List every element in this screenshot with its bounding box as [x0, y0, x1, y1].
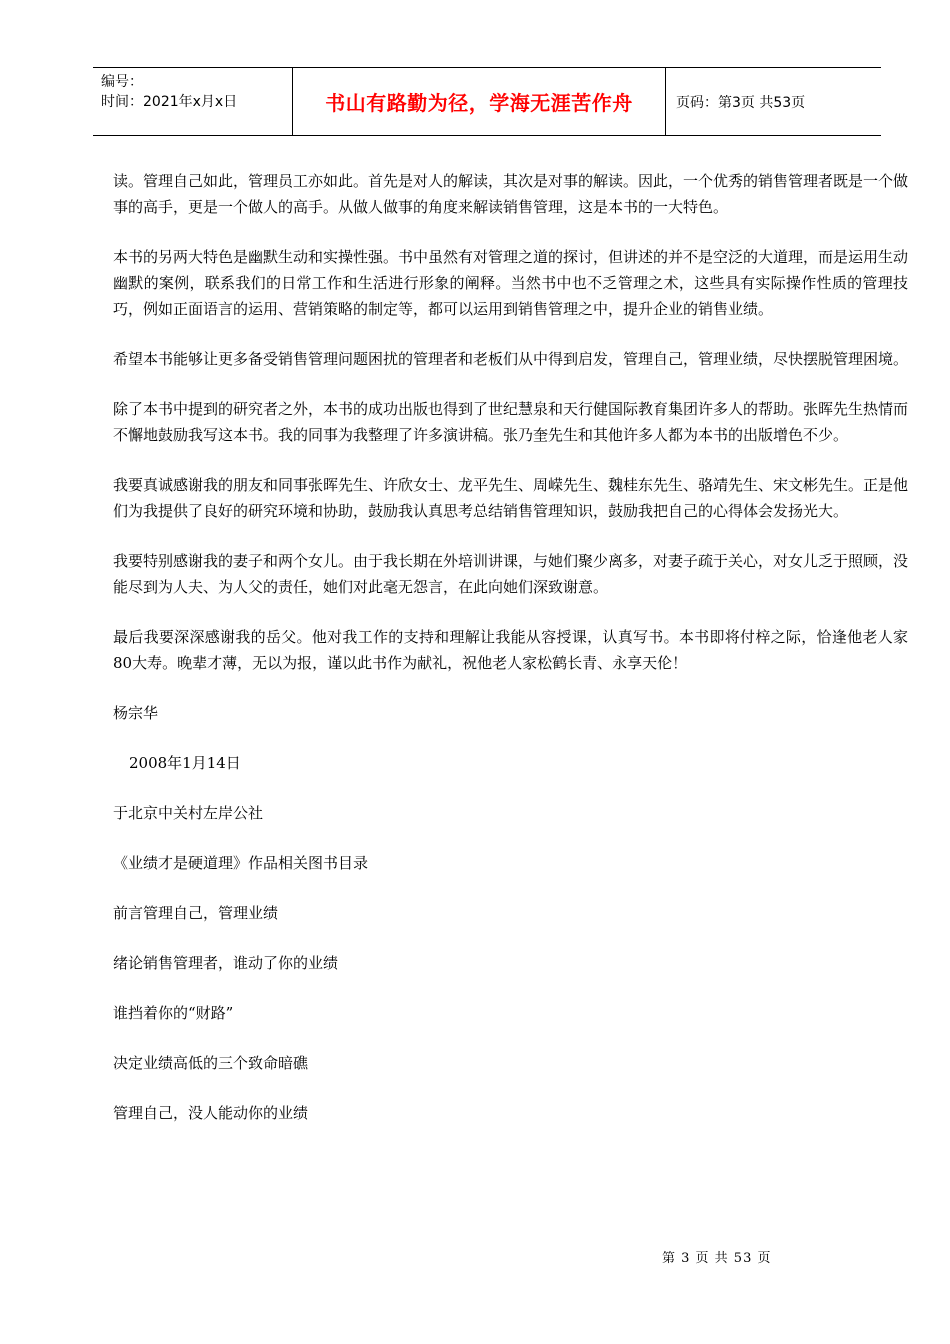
toc-item: 前言管理自己，管理业绩 — [113, 904, 279, 922]
toc-item: 决定业绩高低的三个致命暗礁 — [113, 1054, 309, 1072]
author-signature: 杨宗华 — [113, 704, 159, 722]
document-body — [113, 168, 908, 1150]
paragraph: 读。管理自己如此，管理员工亦如此。首先是对人的解读，其次是对事的解读。因此，一个优秀的销售管理者既是一个做事的高手，更是一个做人的高手。从做人做事的角度来解读销售管理，这是本书的一大特色。 — [113, 172, 909, 216]
toc-item: 绪论销售管理者，谁动了你的业绩 — [113, 954, 339, 972]
paragraph: 我要特别感谢我的妻子和两个女儿。由于我长期在外培训讲课，与她们聚少离多，对妻子疏于关心，对女儿乏于照顾，没能尽到为人夫、为人父的责任，她们对此毫无怨言，在此向她们深致谢意。 — [113, 552, 909, 596]
time-label: 时间：2021年x月x日 — [101, 94, 238, 110]
signature-date: 2008年1月14日 — [129, 754, 241, 772]
page-footer: 第 3 页 共 53 页 — [662, 1251, 772, 1266]
header-table — [93, 67, 881, 136]
paragraph: 最后我要深深感谢我的岳父。他对我工作的支持和理解让我能从容授课，认真写书。本书即将付梓之际，恰逢他老人家80大寿。晚辈才薄，无以为报，谨以此书作为献礼，祝他老人家松鹤长青、永享天伦！ — [113, 628, 908, 672]
paragraph: 我要真诚感谢我的朋友和同事张晖先生、许欣女士、龙平先生、周嵘先生、魏桂东先生、骆靖先生、宋文彬先生。正是他们为我提供了良好的研究环境和协助，鼓励我认真思考总结销售管理知识，鼓励我把自己的心得体会发扬光大。 — [113, 476, 909, 520]
serial-label: 编号： — [101, 74, 143, 90]
paragraph: 除了本书中提到的研究者之外，本书的成功出版也得到了世纪慧泉和天行健国际教育集团许多人的帮助。张晖先生热情而不懈地鼓励我写这本书。我的同事为我整理了许多演讲稿。张乃奎先生和其他许多人都为本书的出版增色不少。 — [113, 400, 909, 444]
header-meta-cell — [93, 68, 293, 135]
toc-item: 谁挡着你的“财路” — [113, 1004, 234, 1022]
toc-item: 管理自己，没人能动你的业绩 — [113, 1104, 309, 1122]
toc-title: 《业绩才是硬道理》作品相关图书目录 — [113, 854, 369, 872]
paragraph: 希望本书能够让更多备受销售管理问题困扰的管理者和老板们从中得到启发，管理自己，管理业绩，尽快摆脱管理困境。 — [113, 350, 909, 368]
paragraph: 本书的另两大特色是幽默生动和实操性强。书中虽然有对管理之道的探讨，但讲述的并不是空泛的大道理，而是运用生动幽默的案例，联系我们的日常工作和生活进行形象的阐释。当然书中也不乏管理之术，这些具有实际操作性质的管理技巧，例如正面语言的运用、营销策略的制定等，都可以运用到销售管理之中，提升企业的销售业绩。 — [113, 248, 909, 318]
header-motto: 书山有路勤为径，学海无涯苦作舟 — [293, 68, 666, 135]
signature-place: 于北京中关村左岸公社 — [113, 804, 264, 822]
header-page-info: 页码：第3页 共53页 — [676, 94, 806, 111]
